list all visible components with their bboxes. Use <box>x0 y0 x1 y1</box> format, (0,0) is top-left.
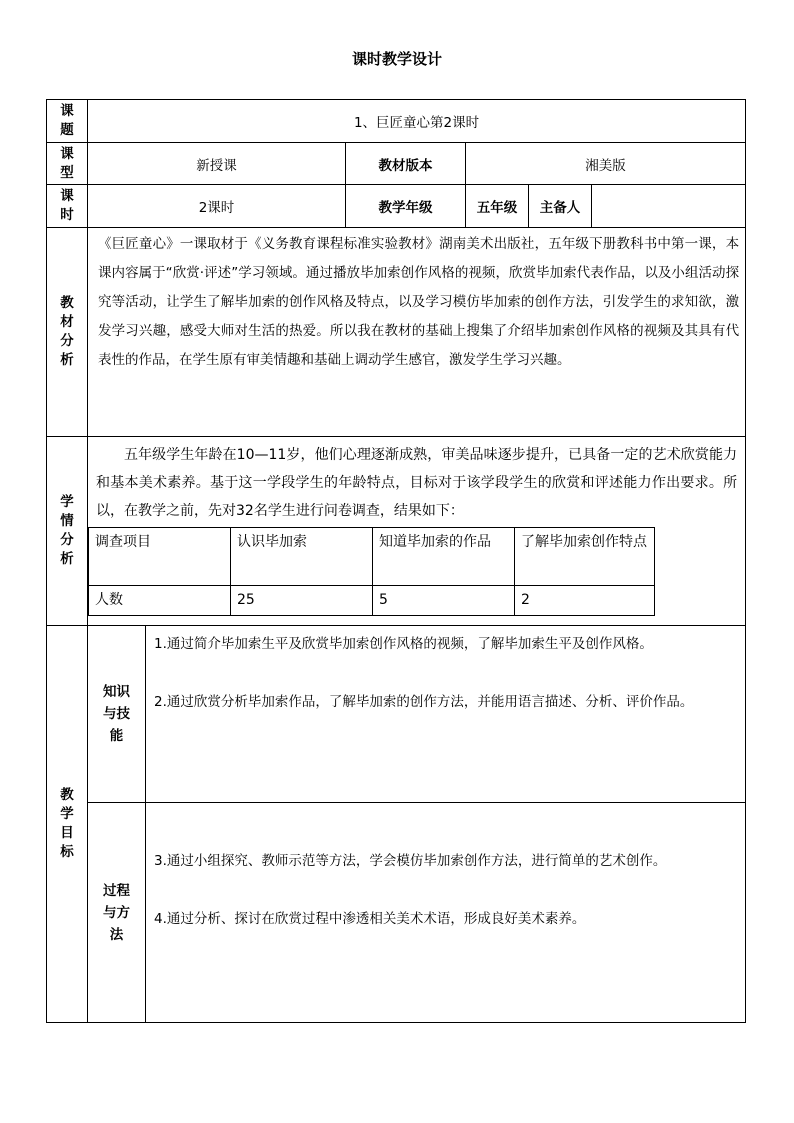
goal-item: 4.通过分析、探讨在欣赏过程中渗透相关美术术语，形成良好美术素养。 <box>154 911 586 927</box>
survey-header: 知道毕加索的作品 <box>373 528 515 586</box>
hours-label: 课时 <box>47 185 88 228</box>
lesson-plan-table <box>46 99 746 1023</box>
survey-header-row <box>89 528 655 586</box>
row-hours <box>47 185 746 228</box>
survey-cell: 人数 <box>89 586 231 616</box>
knowledge-items <box>146 626 746 803</box>
edition-label: 教材版本 <box>346 143 466 185</box>
survey-cell: 25 <box>231 586 373 616</box>
type-label: 课型 <box>47 143 88 185</box>
goals-label: 教学目标 <box>47 626 88 1023</box>
edition-value: 湘美版 <box>466 143 746 185</box>
page-title: 课时教学设计 <box>351 50 442 68</box>
material-text: 《巨匠童心》一课取材于《义务教育课程标准实验教材》湖南美术出版社，五年级下册教科书中第一课，本课内容属于“欣赏·评述”学习领域。通过播放毕加索创作风格的视频，欣赏毕加索代表作品，以及小组活动探究等活动，让学生了解毕加索的创作风格及特点，以及学习模仿毕加索的创作方法，引发学生的求知欲，激发学习兴趣，感受大师对生活的热爱。所以我在教材的基础上搜集了介绍毕加索创作风格的视频及其具有代表性的作品，在学生原有审美情趣和基础上调动学生感官，激发学生学习兴趣。 <box>88 228 746 437</box>
students-cell <box>88 437 746 626</box>
survey-data-row <box>89 586 655 616</box>
topic-label: 课题 <box>47 100 88 143</box>
survey-header: 了解毕加索创作特点 <box>515 528 655 586</box>
goal-item: 3.通过小组探究、教师示范等方法，学会模仿毕加索创作方法，进行简单的艺术创作。 <box>154 853 667 869</box>
process-label: 过程与方法 <box>88 803 146 1023</box>
preparer-value <box>592 185 746 228</box>
type-value: 新授课 <box>88 143 346 185</box>
goal-item: 2.通过欣赏分析毕加索作品，了解毕加索的创作方法，并能用语言描述、分析、评价作品。 <box>154 694 694 710</box>
row-material <box>47 228 746 437</box>
survey-cell: 2 <box>515 586 655 616</box>
process-items <box>146 803 746 1023</box>
row-type <box>47 143 746 185</box>
grade-label: 教学年级 <box>346 185 466 228</box>
knowledge-label: 知识与技能 <box>88 626 146 803</box>
row-topic <box>47 100 746 143</box>
row-goals-process <box>47 803 746 1023</box>
row-students <box>47 437 746 626</box>
goal-item: 1.通过简介毕加索生平及欣赏毕加索创作风格的视频，了解毕加索生平及创作风格。 <box>154 636 653 652</box>
row-goals-knowledge <box>47 626 746 803</box>
survey-header: 认识毕加索 <box>231 528 373 586</box>
survey-header: 调查项目 <box>89 528 231 586</box>
material-label: 教材分析 <box>47 228 88 437</box>
students-label: 学情分析 <box>47 437 88 626</box>
grade-value: 五年级 <box>466 185 529 228</box>
preparer-label: 主备人 <box>529 185 592 228</box>
topic-value: 1、巨匠童心第2课时 <box>88 100 746 143</box>
survey-cell: 5 <box>373 586 515 616</box>
survey-table <box>88 527 655 616</box>
hours-value: 2课时 <box>88 185 346 228</box>
students-text: 五年级学生年龄在10—11岁，他们心理逐渐成熟，审美品味逐步提升，已具备一定的艺术欣赏能力和基本美术素养。基于这一学段学生的年龄特点，目标对于该学段学生的欣赏和评述能力作出要求。所以，在教学之前，先对32名学生进行问卷调查，结果如下： <box>96 447 738 519</box>
